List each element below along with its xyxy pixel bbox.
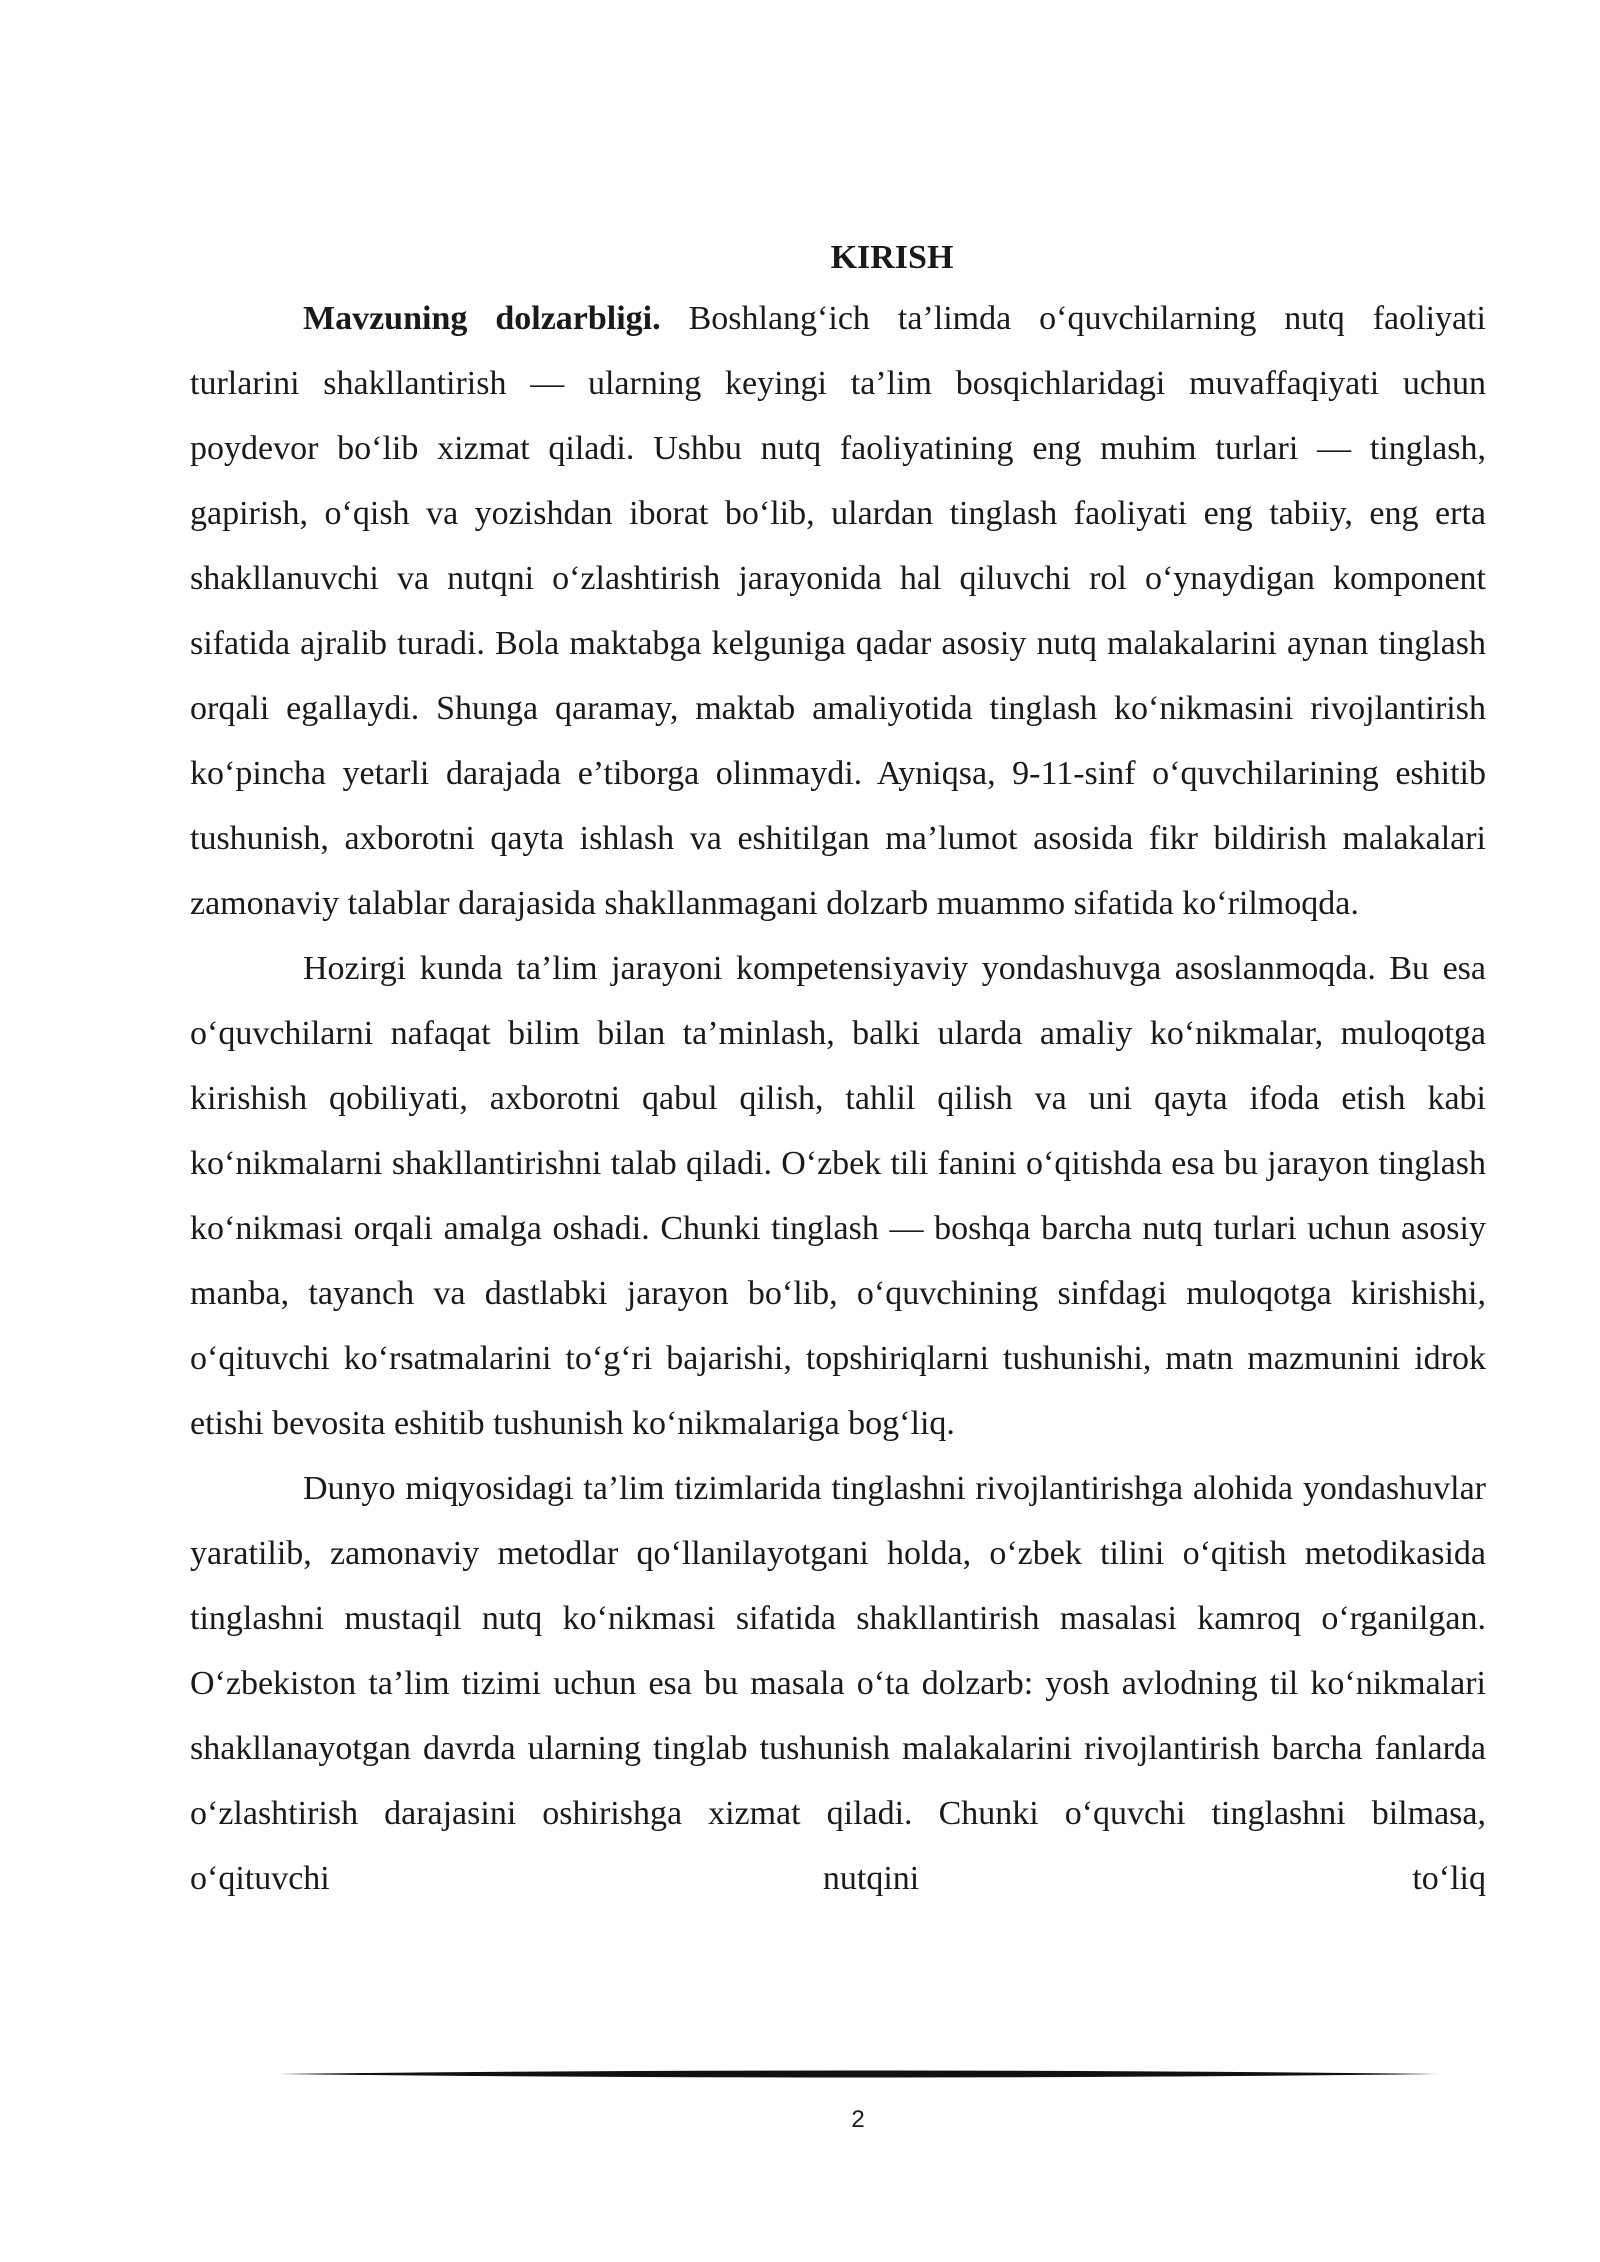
paragraph-2 bbox=[190, 936, 1486, 1456]
paragraph-text: Hozirgi kunda ta’lim jarayoni kompetensiyaviy yondashuvga asoslanmoqda. Bu esa o‘quvchilarni nafaqat bilim bilan ta’minlash, balki ularda amaliy ko‘nikmalar, muloqotga kirishish qobiliyati, axborotni qabul qilish, tahlil qilish va uni qayta ifoda etish kabi ko‘nikmalarni shakllantirishni talab qiladi. O‘zbek tili fanini o‘qitishda esa bu jarayon tinglash ko‘nikmasi orqali amalga oshadi. Chunki tinglash — boshqa barcha nutq turlari uchun asosiy manba, tayanch va dastlabki jarayon bo‘lib, o‘quvchining sinfdagi muloqotga kirishishi, o‘qituvchi ko‘rsatmalarini to‘g‘ri bajarishi, topshiriqlarni tushunishi, matn mazmunini idrok etishi bevosita eshitib tushunish ko‘nikmalariga bog‘liq. bbox=[190, 950, 1486, 1442]
paragraph-text: Dunyo miqyosidagi ta’lim tizimlarida tinglashni rivojlantirishga alohida yondashuvlar yaratilib, zamonaviy metodlar qo‘llanilayotgani holda, o‘zbek tilini o‘qitish metodikasida tinglashni mustaqil nutq ko‘nikmasi sifatida shakllantirish masalasi kamroq o‘rganilgan. O‘zbekiston ta’lim tizimi uchun esa bu masala o‘ta dolzarb: yosh avlodning til ko‘nikmalari shakllanayotgan davrda ularning tinglab tushunish malakalarini rivojlantirish barcha fanlarda o‘zlashtirish darajasini oshirishga xizmat qiladi. Chunki o‘quvchi tinglashni bilmasa, o‘qituvchi nutqini to‘liq bbox=[190, 1470, 1486, 1897]
paragraph-1 bbox=[190, 286, 1486, 936]
section-heading: KIRISH bbox=[830, 239, 954, 276]
page-number: 2 bbox=[851, 2106, 865, 2133]
footer-divider bbox=[278, 2067, 1438, 2081]
paragraph-lead: Mavzuning dolzarbligi. bbox=[303, 300, 661, 337]
page-body bbox=[190, 238, 1486, 1911]
paragraph-text: Boshlang‘ich ta’limda o‘quvchilarning nutq faoliyati turlarini shakllantirish — ularning keyingi ta’lim bosqichlaridagi muvaffaqiyati uchun poydevor bo‘lib xizmat qiladi. Ushbu nutq faoliyatining eng muhim turlari — tinglash, gapirish, o‘qish va yozishdan iborat bo‘lib, ulardan tinglash faoliyati eng tabiiy, eng erta shakllanuvchi va nutqni o‘zlashtirish jarayonida hal qiluvchi rol o‘ynaydigan komponent sifatida ajralib turadi. Bola maktabga kelguniga qadar asosiy nutq malakalarini aynan tinglash orqali egallaydi. Shunga qaramay, maktab amaliyotida tinglash ko‘nikmasini rivojlantirish ko‘pincha yetarli darajada e’tiborga olinmaydi. Ayniqsa, 9-11-sinf o‘quvchilarining eshitib tushunish, axborotni qayta ishlash va eshitilgan ma’lumot asosida fikr bildirish malakalari zamonaviy talablar darajasida shakllanmagani dolzarb muammo sifatida ko‘rilmoqda. bbox=[190, 300, 1487, 922]
paragraph-3 bbox=[190, 1456, 1486, 1911]
